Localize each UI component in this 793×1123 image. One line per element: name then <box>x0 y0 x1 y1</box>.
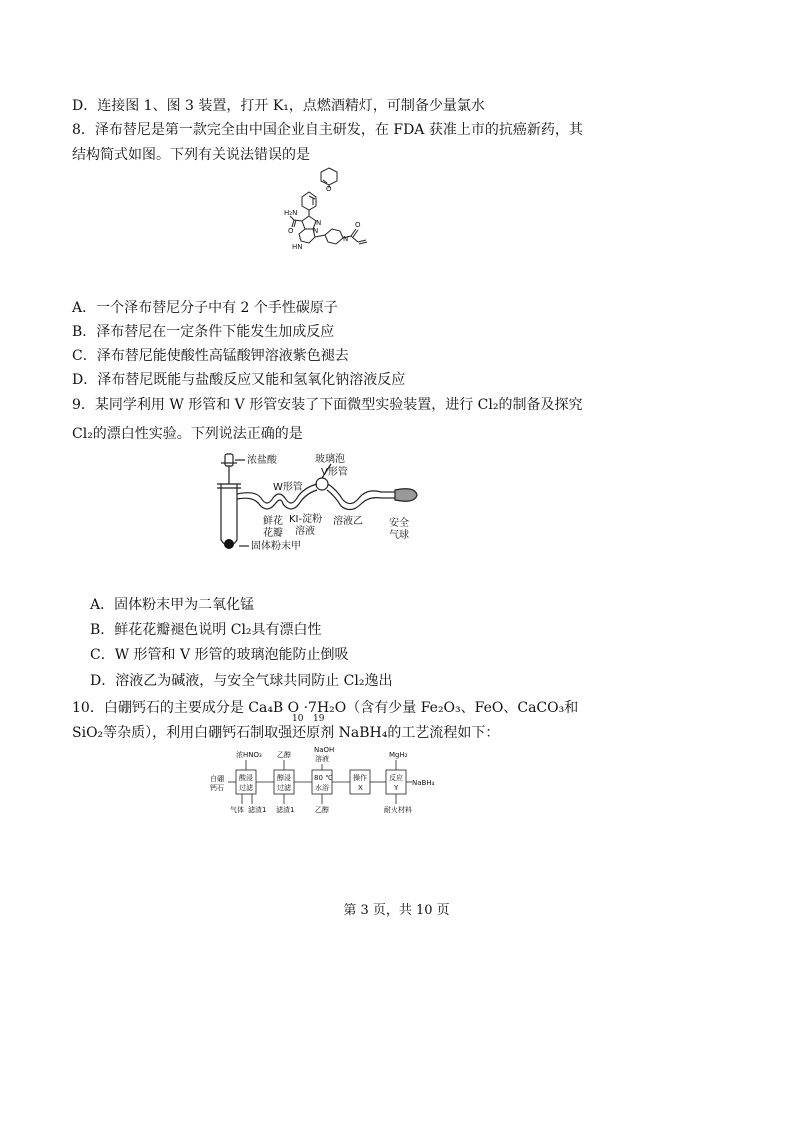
label-acid: 浓盐酸 <box>247 455 277 466</box>
flow-box5b: Y <box>394 784 399 792</box>
flow-out1: 气体 <box>230 806 244 814</box>
q9-option-d: D．溶液乙为碱液，与安全气球共同防止 Cl₂逸出 <box>90 673 393 689</box>
label-o-ether: O <box>326 185 332 193</box>
flow-box3b: 水浴 <box>315 784 329 792</box>
label-n2: N <box>313 227 319 235</box>
flow-in3b: 溶液 <box>315 755 329 763</box>
label-solution: 溶液乙 <box>333 516 363 527</box>
label-o-amide: O <box>288 227 294 235</box>
q8-option-d: D．泽布替尼既能与盐酸反应又能和氢氧化钠溶液反应 <box>72 372 406 388</box>
label-balloon2: 气球 <box>389 530 409 541</box>
q8-option-b: B．泽布替尼在一定条件下能发生加成反应 <box>72 324 335 340</box>
zanubrutinib-structure <box>282 168 412 268</box>
label-flower2: 花瓣 <box>263 528 283 539</box>
q9-option-c: C．W 形管和 V 形管的玻璃泡能防止倒吸 <box>90 647 349 663</box>
q9-option-a: A．固体粉末甲为二氧化锰 <box>90 597 255 613</box>
q8-stem-line2: 结构简式如图。下列有关说法错误的是 <box>72 147 310 163</box>
flow-box3a: 80 ℃ <box>314 774 333 782</box>
flow-start2: 钙石 <box>210 784 224 792</box>
label-n1: N <box>316 219 322 227</box>
flow-start1: 白硼 <box>210 775 224 783</box>
q8-option-a: A．一个泽布替尼分子中有 2 个手性碳原子 <box>72 300 338 316</box>
label-bubble: 玻璃泡 <box>315 454 345 465</box>
flow-out2: 滤渣1 <box>248 806 267 814</box>
q10-stem-line1: 10．白硼钙石的主要成分是 Ca₄B O ·7H₂O（含有少量 Fe₂O₃、FeO、CaCO₃和 <box>72 700 579 716</box>
label-powder: 固体粉末甲 <box>251 541 301 552</box>
q10-subscript-10: 10 <box>292 714 304 724</box>
q8-option-c: C．泽布替尼能使酸性高锰酸钾溶液紫色褪去 <box>72 348 349 364</box>
q9-option-b: B．鲜花花瓣褪色说明 Cl₂具有漂白性 <box>90 622 322 638</box>
flow-in3a: NaOH <box>314 746 335 754</box>
process-flow-diagram <box>208 746 435 818</box>
label-o-acryl: O <box>355 221 361 229</box>
flow-box1a: 酸浸 <box>239 774 253 782</box>
label-flower1: 鲜花 <box>263 516 283 527</box>
label-ki2: 溶液 <box>295 526 315 537</box>
flow-out3: 滤渣1 <box>276 806 295 814</box>
label-v-tube: V形管 <box>321 467 348 478</box>
flow-out5: 耐火材料 <box>384 806 412 814</box>
flow-box2b: 过滤 <box>277 784 291 792</box>
flow-box4a: 操作 <box>353 774 367 782</box>
flow-box5a: 反应 <box>389 774 403 782</box>
label-hn: HN <box>292 243 303 251</box>
page-footer: 第 3 页，共 10 页 <box>343 903 450 918</box>
q9-stem-line1: 9．某同学利用 W 形管和 V 形管安装了下面微型实验装置，进行 Cl₂的制备及探究 <box>72 397 583 413</box>
flow-in2: 乙醇 <box>277 751 291 759</box>
flow-in1: 浓HNO₃ <box>236 751 262 759</box>
flow-box1b: 过滤 <box>239 784 253 792</box>
label-balloon1: 安全 <box>389 518 409 529</box>
q9-stem-line2: Cl₂的漂白性实验。下列说法正确的是 <box>72 426 303 442</box>
flow-in4: MgH₂ <box>389 751 408 759</box>
flow-out4: 乙醇 <box>315 806 329 814</box>
label-ki1: KI-淀粉 <box>289 514 323 525</box>
q10-stem-line2: SiO₂等杂质），利用白硼钙石制取强还原剂 NaBH₄的工艺流程如下： <box>72 725 500 741</box>
label-w-tube: W形管 <box>273 482 303 493</box>
label-n-pip: N <box>343 235 349 243</box>
q7-option-d: D．连接图 1、图 3 装置，打开 K₁，点燃酒精灯，可制备少量氯水 <box>72 98 485 114</box>
flow-box2a: 醇浸 <box>277 774 291 782</box>
flow-product: NaBH₄ <box>412 779 435 787</box>
label-h2n: H₂N <box>284 209 298 217</box>
q10-subscript-19: 19 <box>313 714 325 724</box>
flow-box4b: X <box>358 784 363 792</box>
microscale-apparatus <box>205 450 430 560</box>
q8-stem-line1: 8．泽布替尼是第一款完全由中国企业自主研发，在 FDA 获准上市的抗癌新药，其 <box>72 122 583 138</box>
